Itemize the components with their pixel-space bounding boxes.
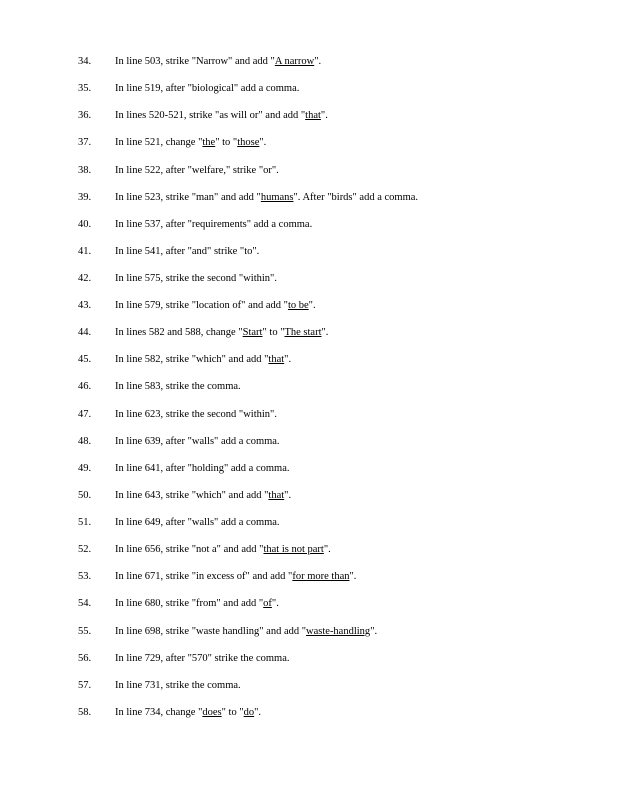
item-number: 55.: [78, 625, 92, 637]
item-text: [115, 706, 261, 720]
item-number: 39.: [78, 191, 92, 203]
text-fragment: In line 698, strike "waste handling" and add ": [115, 625, 307, 637]
text-fragment: In line 639, after "walls" add a comma.: [115, 435, 280, 447]
text-fragment: ".: [284, 354, 292, 366]
item-text: [115, 652, 289, 666]
text-fragment: In line 519, after "biological" add a comma.: [115, 83, 300, 95]
text-fragment: In line 671, strike "in excess of" and add ": [115, 571, 293, 583]
text-fragment: " to ": [215, 137, 238, 149]
text-fragment: " to ": [262, 327, 285, 339]
item-text: [115, 543, 331, 557]
item-number: 52.: [78, 544, 92, 556]
item-number: 36.: [78, 110, 92, 122]
item-text: [115, 597, 279, 611]
item-text: [115, 299, 316, 313]
item-text: [115, 55, 321, 69]
underlined-insertion: that: [305, 110, 321, 122]
item-number: 43.: [78, 300, 92, 312]
text-fragment: ".: [370, 625, 378, 637]
text-fragment: ".: [321, 327, 329, 339]
item-number: 53.: [78, 571, 92, 583]
text-fragment: In line 734, change ": [115, 706, 203, 718]
text-fragment: In line 523, strike "man" and add ": [115, 191, 261, 203]
item-number: 38.: [78, 164, 92, 176]
item-text: [115, 462, 289, 476]
item-number: 56.: [78, 652, 92, 664]
text-fragment: ".: [314, 56, 322, 67]
item-number: 48.: [78, 435, 92, 447]
item-text: [115, 570, 356, 584]
underlined-insertion: of: [263, 598, 272, 610]
item-number: 35.: [78, 83, 92, 95]
text-fragment: In line 729, after "570" strike the comma.: [115, 652, 290, 664]
item-number: 42.: [78, 273, 92, 284]
text-fragment: In line 649, after "walls" add a comma.: [115, 517, 280, 528]
text-fragment: In line 521, change ": [115, 137, 203, 149]
text-fragment: In line 731, strike the comma.: [115, 679, 241, 691]
item-text: [115, 489, 291, 503]
text-fragment: In line 641, after "holding" add a comma.: [115, 462, 290, 474]
text-fragment: In line 583, strike the comma.: [115, 381, 241, 393]
text-fragment: ".: [254, 706, 262, 718]
text-fragment: ".: [271, 598, 279, 610]
item-text: [115, 435, 280, 449]
item-number: 51.: [78, 517, 92, 528]
text-fragment: ".: [323, 544, 331, 556]
item-text: [115, 272, 277, 286]
text-fragment: In line 680, strike "from" and add ": [115, 598, 264, 610]
underlined-insertion: do: [243, 706, 255, 718]
item-text: [115, 625, 377, 639]
underlined-insertion: that: [268, 354, 285, 366]
item-number: 40.: [78, 218, 92, 230]
item-number: 37.: [78, 137, 92, 149]
underlined-insertion: the: [202, 137, 216, 149]
underlined-insertion: waste-handling: [306, 625, 371, 637]
item-text: [115, 109, 328, 123]
item-text: [115, 516, 280, 530]
underlined-insertion: A narrow: [274, 56, 315, 67]
item-text: [115, 380, 241, 394]
text-fragment: In line 623, strike the second "within".: [115, 408, 277, 420]
text-fragment: In line 575, strike the second "within".: [115, 273, 277, 284]
underlined-insertion: The start: [284, 327, 322, 339]
item-text: [115, 136, 266, 150]
item-number: 41.: [78, 245, 92, 257]
underlined-insertion: for more than: [292, 571, 350, 583]
text-fragment: ".: [284, 489, 292, 501]
item-number: 46.: [78, 381, 92, 393]
item-text: [115, 82, 299, 96]
underlined-insertion: those: [237, 137, 260, 149]
text-fragment: In line 656, strike "not a" and add ": [115, 544, 264, 556]
text-fragment: ".: [259, 137, 267, 149]
item-number: 54.: [78, 598, 92, 610]
text-fragment: ".: [320, 110, 328, 122]
underlined-insertion: does: [202, 706, 222, 718]
text-fragment: In line 579, strike "location of" and add ": [115, 300, 288, 312]
text-fragment: In line 537, after "requirements" add a comma.: [115, 218, 313, 230]
underlined-insertion: that: [268, 489, 285, 501]
item-number: 49.: [78, 462, 92, 474]
text-fragment: In line 582, strike "which" and add ": [115, 354, 269, 366]
item-text: [115, 218, 312, 232]
text-fragment: " to ": [221, 706, 244, 718]
underlined-insertion: Start: [242, 327, 263, 339]
text-fragment: In lines 582 and 588, change ": [115, 327, 243, 339]
text-fragment: ".: [349, 571, 357, 583]
underlined-insertion: that is not part: [263, 544, 324, 556]
item-text: [115, 191, 418, 205]
item-number: 44.: [78, 327, 92, 339]
text-fragment: In line 643, strike "which" and add ": [115, 489, 269, 501]
text-fragment: ".: [308, 300, 316, 312]
underlined-insertion: humans: [260, 191, 294, 203]
item-text: [115, 164, 279, 178]
item-number: 57.: [78, 679, 92, 691]
item-text: [115, 679, 241, 693]
item-number: 47.: [78, 408, 92, 420]
text-fragment: In line 541, after "and" strike "to".: [115, 245, 260, 257]
text-fragment: In lines 520-521, strike "as will or" and add ": [115, 110, 306, 122]
item-text: [115, 353, 291, 367]
text-fragment: In line 503, strike "Narrow" and add ": [115, 56, 275, 67]
item-text: [115, 326, 328, 340]
underlined-insertion: to be: [287, 300, 309, 312]
item-number: 58.: [78, 706, 92, 718]
text-fragment: In line 522, after "welfare," strike "or".: [115, 164, 279, 176]
item-number: 34.: [78, 56, 92, 67]
item-number: 45.: [78, 354, 92, 366]
item-text: [115, 408, 277, 422]
item-text: [115, 245, 259, 259]
text-fragment: ". After "birds" add a comma.: [293, 191, 419, 203]
item-number: 50.: [78, 489, 92, 501]
